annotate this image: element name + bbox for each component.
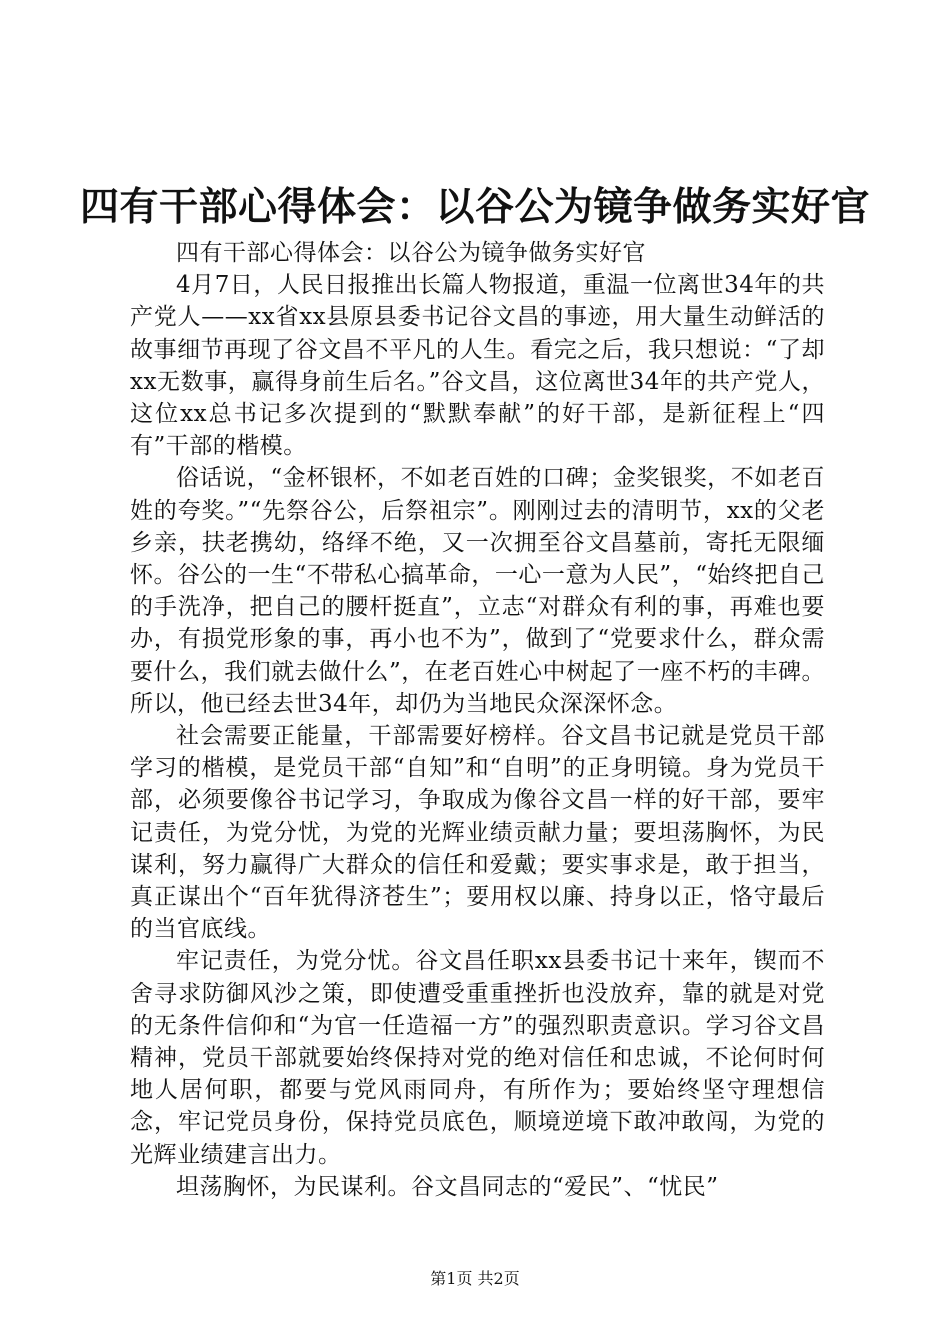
paragraph: 俗话说，“金杯银杯，不如老百姓的口碑；金奖银奖，不如老百姓的夸奖。”“先祭谷公，后祭祖宗”。刚刚过去的清明节，xx的父老乡亲，扶老携幼，络绎不绝，又一次拥至谷文昌墓前，寄托无限缅怀。谷公的一生“不带私心搞革命，一心一意为人民”，“始终把自己的手洗净，把自己的腰杆挺直”，立志“对群众有利的事，再难也要办，有损党形象的事，再小也不为”，做到了“党要求什么，群众需要什么，我们就去做什么”，在老百姓心中树起了一座不朽的丰碑。所以，他已经去世34年，却仍为当地民众深深怀念。: [130, 465, 825, 717]
paragraph: 4月7日，人民日报推出长篇人物报道，重温一位离世34年的共产党人——xx省xx县原县委书记谷文昌的事迹，用大量生动鲜活的故事细节再现了谷文昌不平凡的人生。看完之后，我只想说：“了却xx无数事，赢得身前生后名。”谷文昌，这位离世34年的共产党人，这位xx总书记多次提到的“默默奉献”的好干部，是新征程上“四有”干部的楷模。: [130, 272, 825, 460]
paragraph: 坦荡胸怀，为民谋利。谷文昌同志的“爱民”、“忧民”: [176, 1173, 719, 1200]
document-title: 四有干部心得体会：以谷公为镜争做务实好官: [79, 185, 870, 230]
paragraph: 社会需要正能量，干部需要好榜样。谷文昌书记就是党员干部学习的楷模，是党员干部“自知”和“自明”的正身明镜。身为党员干部，必须要像谷书记学习，争取成为像谷文昌一样的好干部，要牢记责任，为党分忧，为党的光辉业绩贡献力量；要坦荡胸怀，为民谋利，努力赢得广大群众的信任和爱戴；要实事求是，敢于担当，真正谋出个“百年犹得济苍生”；要用权以廉、持身以正，恪守最后的当官底线。: [130, 723, 825, 943]
paragraph-subtitle: 四有干部心得体会：以谷公为镜争做务实好官: [176, 240, 646, 266]
document-body: [130, 237, 825, 1203]
page-number-footer: 第1页 共2页: [430, 1269, 520, 1288]
paragraph: 牢记责任，为党分忧。谷文昌任职xx县委书记十来年，锲而不舍寻求防御风沙之策，即使遭受重重挫折也没放弃，靠的就是对党的无条件信仰和“为官一任造福一方”的强烈职责意识。学习谷文昌精神，党员干部就要始终保持对党的绝对信任和忠诚，不论何时何地人居何职，都要与党风雨同舟，有所作为；要始终坚守理想信念，牢记党员身份，保持党员底色，顺境逆境下敢冲敢闯，为党的光辉业绩建言出力。: [130, 948, 825, 1168]
